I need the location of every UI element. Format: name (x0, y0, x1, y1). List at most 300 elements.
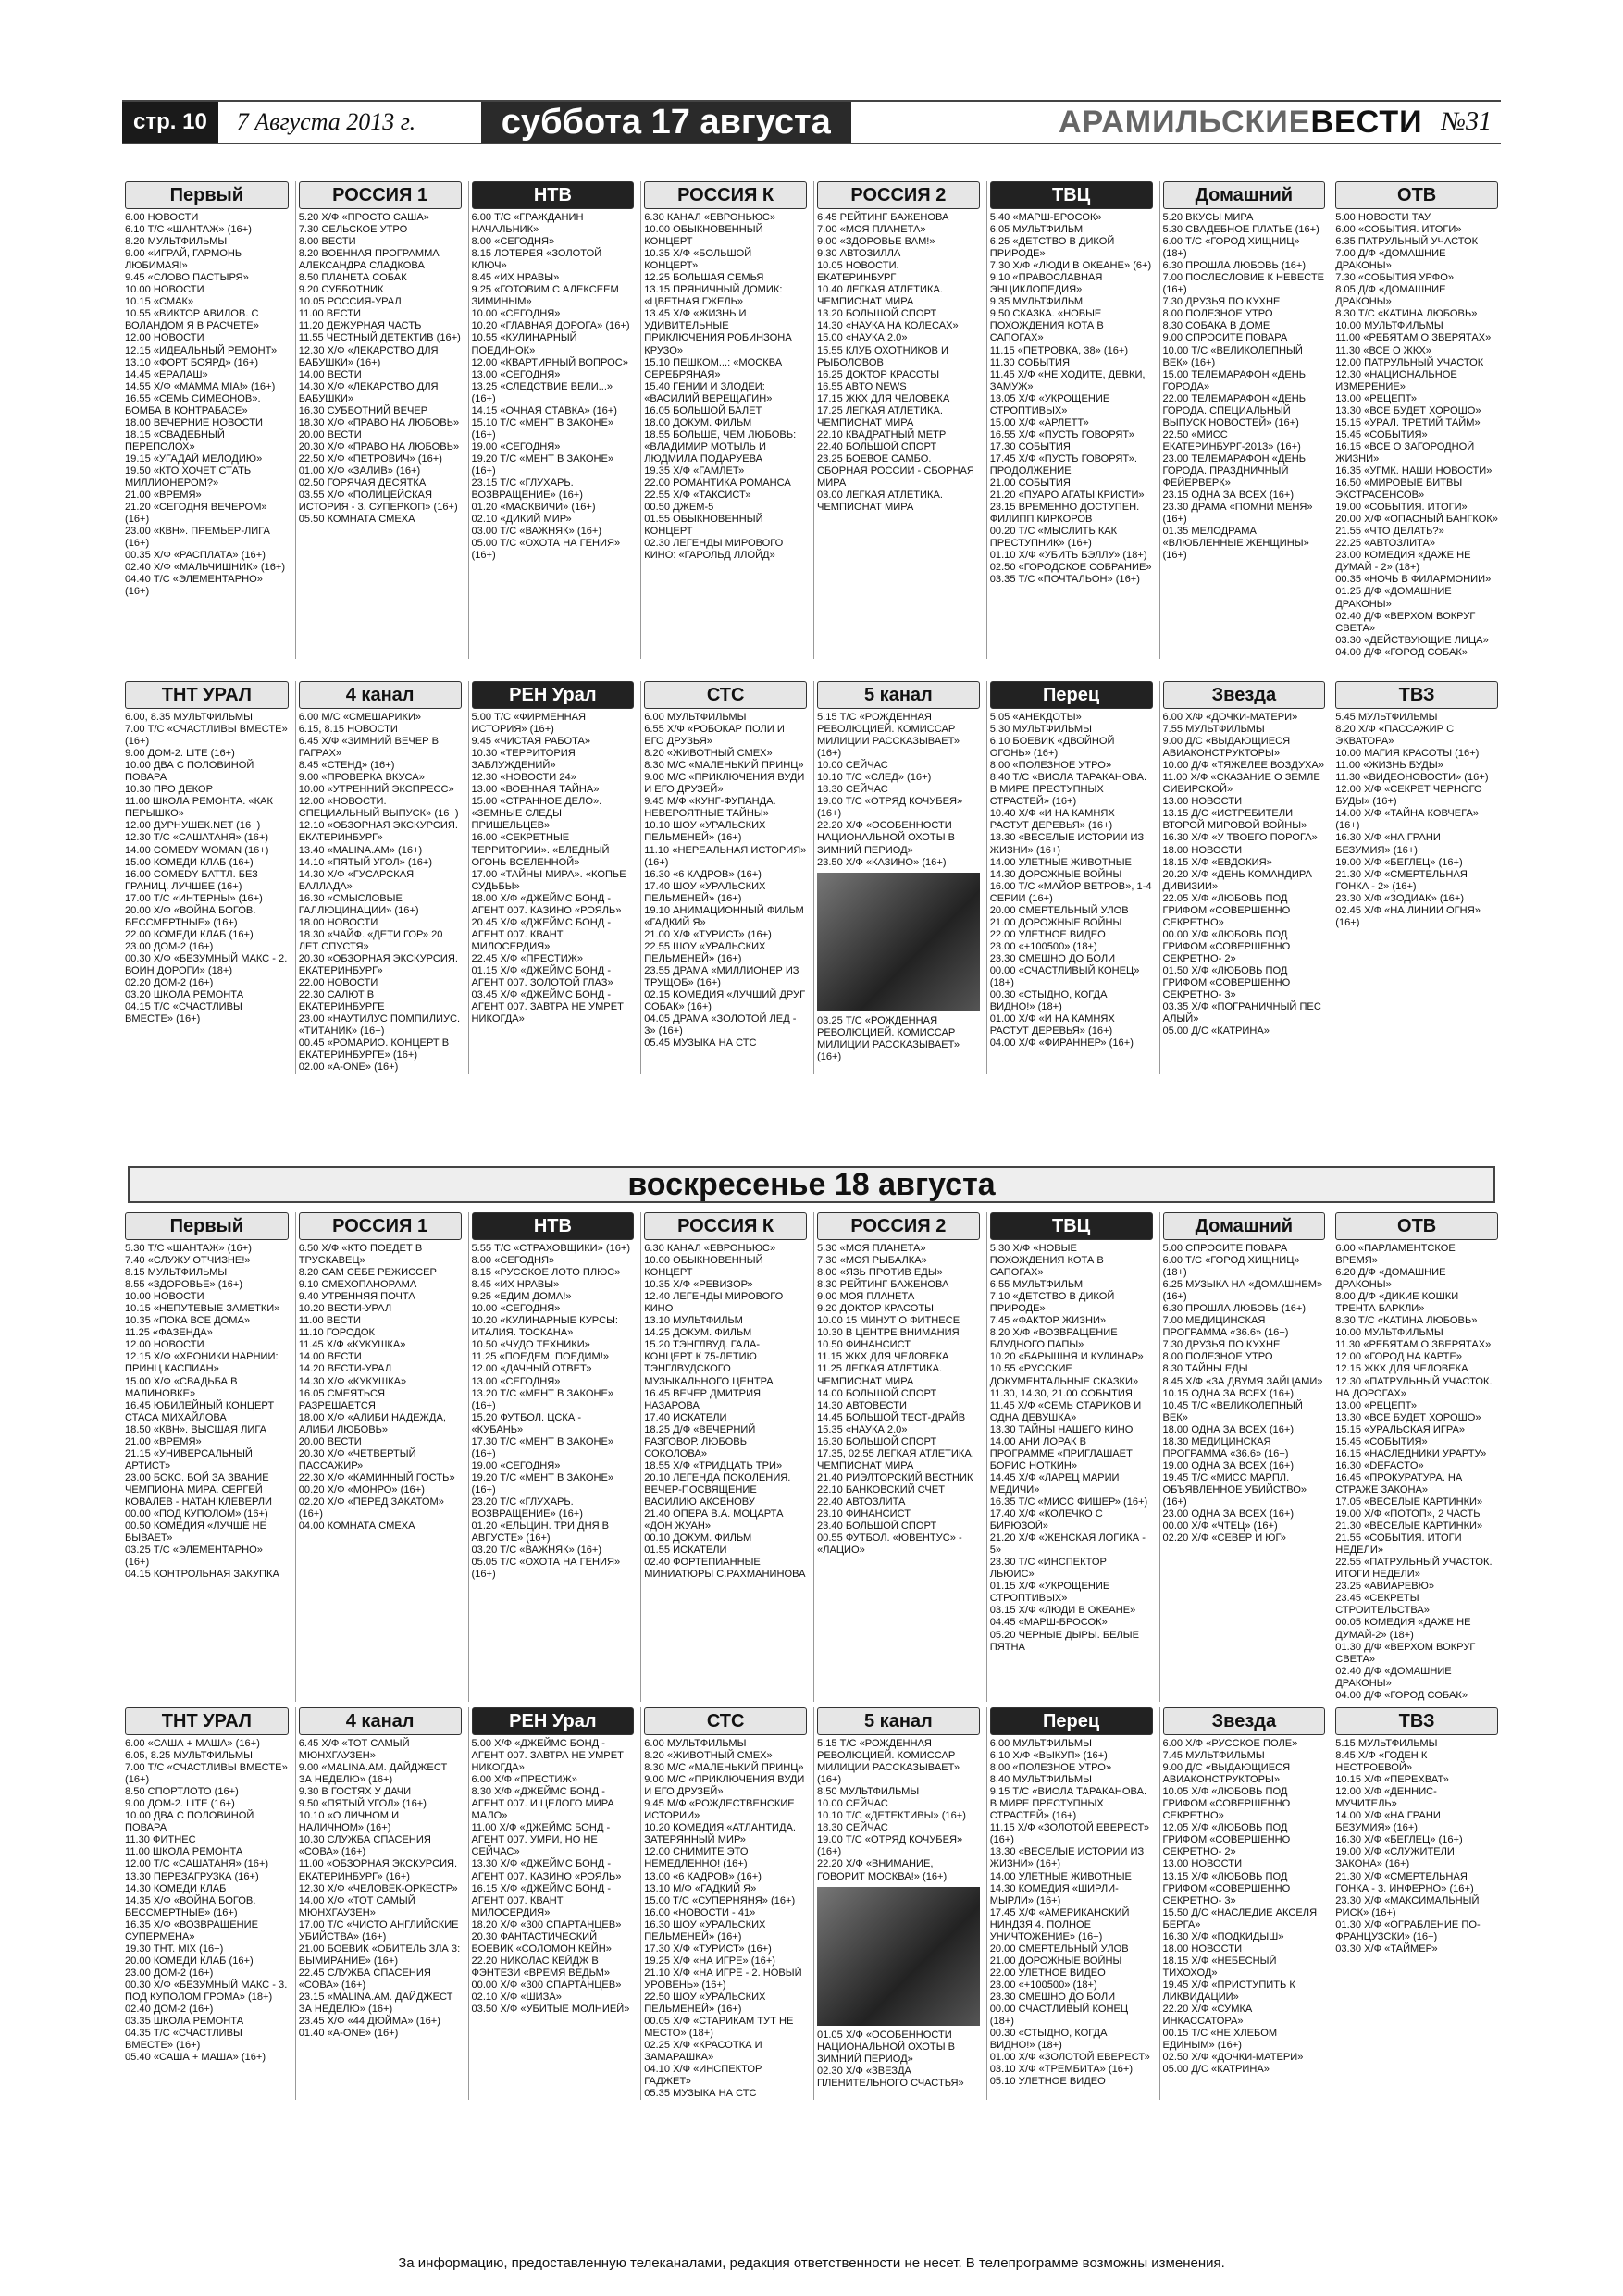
channel-column (813, 681, 983, 1074)
program-entry: 15.15 «УРАЛ. ТРЕТИЙ ТАЙМ» (1335, 416, 1481, 428)
program-entry: 22.05 Х/Ф «ЛЮБОВЬ ПОД ГРИФОМ «СОВЕРШЕННО СЕКРЕТНО» (1162, 892, 1291, 928)
program-list (299, 1243, 462, 1533)
program-list (990, 712, 1153, 1049)
program-entry: 19.00 Т/С «ОТРЯД КОЧУБЕЯ» (16+) (817, 1834, 963, 1858)
program-entry: 11.25 «ФАЗЕНДА» (125, 1327, 213, 1339)
program-entry: 10.30 «ТЕРРИТОРИЯ ЗАБЛУЖДЕНИЙ» (471, 748, 576, 772)
program-entry: 13.40 «MALINA.AM» (16+) (298, 844, 423, 856)
program-entry: 16.00 «НОВОСТИ - 41» (644, 1906, 756, 1918)
program-entry: 00.00 Х/Ф «ЛЮБОВЬ ПОД ГРИФОМ «СОВЕРШЕННО СЕКРЕТНО- 2» (1162, 928, 1291, 964)
program-entry: 01.20 «МАСКВИЧИ» (16+) (471, 502, 596, 514)
program-entry: 22.20 Х/Ф «СУМКА ИНКАССАТОРА» (1162, 2004, 1253, 2028)
program-entry: 16.00 «СЕКРЕТНЫЕ ТЕРРИТОРИИ». «БЛЕДНЫЙ ОГОНЬ ВСЕЛЕННОЙ» (471, 832, 610, 868)
program-entry: 8.50 МУЛЬТФИЛЬМЫ (817, 1786, 920, 1798)
program-entry: 22.00 УЛЕТНОЕ ВИДЕО (989, 928, 1106, 940)
program-entry: 10.40 ЛЕГКАЯ АТЛЕТИКА. ЧЕМПИОНАТ МИРА (817, 284, 943, 308)
sunday-schedule-bottom (122, 1707, 1501, 2100)
program-entry: 8.30 Т/С «КАТИНА ЛЮБОВЬ» (1335, 308, 1478, 320)
channel-column (295, 181, 465, 659)
program-entry: 21.10 Х/Ф «НА ИГРЕ - 2. НОВЫЙ УРОВЕНЬ» (16+) (644, 1967, 802, 1991)
program-entry: 01.20 «ЕЛЬЦИН. ТРИ ДНЯ В АВГУСТЕ» (16+) (471, 1520, 610, 1545)
program-entry: 15.35 «НАУКА 2.0» (817, 1423, 908, 1435)
program-entry: 18.15 Х/Ф «НЕБЕСНЫЙ ТИХОХОД» (1162, 1955, 1277, 1979)
program-entry: 9.00 Д/С «ВЫДАЮЩИЕСЯ АВИАКОНСТРУКТОРЫ» (1162, 1762, 1291, 1786)
program-entry: 18.55 БОЛЬШЕ, ЧЕМ ЛЮБОВЬ: «ВЛАДИМИР МОТЫЛЬ И ЛЮДМИЛА ПОДАРУЕВА (644, 428, 797, 465)
channel-column (295, 1707, 465, 2100)
program-entry: 17.00 Т/С «ЧИСТО АНГЛИЙСКИЕ УБИЙСТВА» (16+) (298, 1918, 459, 1942)
program-entry: 9.25 «ГОТОВИМ С АЛЕКСЕЕМ ЗИМИНЫМ» (471, 284, 619, 308)
program-entry: 15.55 КЛУБ ОХОТНИКОВ И РЫБОЛОВОВ (817, 344, 948, 368)
program-entry: 03.45 Х/Ф «ДЖЕЙМС БОНД - АГЕНТ 007. ЗАВТРА НЕ УМРЕТ НИКОГДА» (471, 989, 624, 1025)
program-entry: 10.00 НОВОСТИ (125, 284, 204, 296)
program-entry: 19.00 Х/Ф «БЕГЛЕЦ» (16+) (1335, 856, 1463, 868)
program-entry: 9.40 УТРЕННЯЯ ПОЧТА (298, 1291, 415, 1303)
program-entry: 7.30 ДРУЗЬЯ ПО КУХНЕ (1162, 1339, 1281, 1351)
program-entry: 6.25 «ДЕТСТВО В ДИКОЙ ПРИРОДЕ» (989, 236, 1115, 260)
program-entry: 16.00 COMEDY БАТТЛ. БЕЗ ГРАНИЦ. ЛУЧШЕЕ (16+) (125, 868, 258, 892)
program-entry: 11.25 ЛЕГКАЯ АТЛЕТИКА. ЧЕМПИОНАТ МИРА (817, 1363, 943, 1387)
program-entry: 8.05 Д/Ф «ДОМАШНИЕ ДРАКОНЫ» (1335, 284, 1446, 308)
program-entry: 17.40 ШОУ «УРАЛЬСКИХ ПЕЛЬМЕНЕЙ» (16+) (644, 880, 766, 904)
channel-logo: НТВ (472, 1212, 635, 1240)
program-entry: 10.00 МАГИЯ КРАСОТЫ (16+) (1335, 748, 1480, 760)
program-entry: 21.55 «СОБЫТИЯ. ИТОГИ НЕДЕЛИ» (1335, 1533, 1462, 1557)
program-entry: 6.55 Х/Ф «РОБОКАР ПОЛИ И ЕГО ДРУЗЬЯ» (644, 724, 785, 748)
channel-grid (122, 681, 1501, 1074)
program-entry: 20.30 «ОБЗОРНАЯ ЭКСКУРСИЯ. ЕКАТЕРИНБУРГ» (298, 952, 458, 976)
program-entry: 02.30 ЛЕГЕНДЫ МИРОВОГО КИНО: «ГАРОЛЬД ЛЛОЙД» (644, 538, 784, 562)
program-entry: 5.20 ВКУСЫ МИРА (1162, 212, 1254, 223)
program-entry: 16.30 «СМЫСЛОВЫЕ ГАЛЛЮЦИНАЦИИ» (16+) (298, 892, 419, 916)
program-entry: 19.20 Т/С «МЕНТ В ЗАКОНЕ» (16+) (471, 1471, 614, 1496)
program-entry: 12.30 «НОВОСТИ 24» (471, 772, 576, 784)
program-entry: 04.00 Д/Ф «ГОРОД СОБАК» (1335, 1689, 1468, 1701)
program-entry: 22.25 «АВТОЗЛИТА» (1335, 538, 1436, 550)
program-entry: 17.15 ЖКХ ДЛЯ ЧЕЛОВЕКА (817, 392, 950, 404)
channel-column (986, 1707, 1156, 2100)
program-entry: 03.50 Х/Ф «УБИТЫЕ МОЛНИЕЙ» (471, 2004, 630, 2016)
program-list (644, 1738, 807, 2100)
program-entry: 10.00 СЕЙЧАС (817, 760, 888, 772)
channel-column (468, 181, 638, 659)
program-entry: 9.00 «MALINA.AM. ДАЙДЖЕСТ ЗА НЕДЕЛЮ» (16+) (298, 1762, 448, 1786)
program-entry: 23.30 Х/Ф «ЗОДИАК» (16+) (1335, 892, 1465, 904)
program-entry: 10.00 МУЛЬТФИЛЬМЫ (1335, 320, 1443, 332)
program-entry: 14.30 Х/Ф «ЛЕКАРСТВО ДЛЯ БАБУШКИ» (298, 380, 439, 404)
program-entry: 6.10 Т/С «ШАНТАЖ» (16+) (125, 224, 252, 236)
program-list (644, 712, 807, 1049)
channel-column (1159, 181, 1329, 659)
program-entry: 18.00 НОВОСТИ (1162, 1942, 1243, 1955)
program-entry: 01.00 Х/Ф «И НА КАМНЯХ РАСТУТ ДЕРЕВЬЯ» (16+) (989, 1013, 1115, 1037)
program-entry: 12.00 «ДАЧНЫЙ ОТВЕТ» (471, 1363, 592, 1375)
channel-logo: 4 канал (299, 681, 462, 709)
program-entry: 11.00 «ОБЗОРНАЯ ЭКСКУРСИЯ. ЕКАТЕРИНБУРГ» (16+) (298, 1858, 458, 1882)
program-entry: 17.30 Т/С «МЕНТ В ЗАКОНЕ» (16+) (471, 1435, 614, 1459)
program-entry: 5.00 СПРОСИТЕ ПОВАРА (1162, 1243, 1288, 1254)
program-list (299, 212, 462, 526)
program-entry: 12.40 ЛЕГЕНДЫ МИРОВОГО КИНО (644, 1291, 784, 1315)
program-entry: 22.00 КОМЕДИ КЛАБ (16+) (125, 928, 254, 940)
program-entry: 19.10 АНИМАЦИОННЫЙ ФИЛЬМ «ГАДКИЙ Я» (644, 904, 804, 928)
program-entry: 02.10 Х/Ф «ШИЗА» (471, 1991, 562, 2003)
program-entry: 18.00 НОВОСТИ (1162, 844, 1243, 856)
program-entry: 02.25 Х/Ф «КРАСОТКА И ЗАМАРАШКА» (644, 2040, 762, 2064)
program-entry: 20.00 Х/Ф «ОПАСНЫЙ БАНГКОК» (1335, 514, 1498, 526)
channel-column (986, 181, 1156, 659)
program-entry: 11.45 Х/Ф «КУКУШКА» (298, 1339, 406, 1351)
program-entry: 5.00 НОВОСТИ ТАУ (1335, 212, 1431, 223)
program-entry: 21.30 «ВЕСЕЛЫЕ КАРТИНКИ» (1335, 1520, 1483, 1533)
program-entry: 11.00 Х/Ф «ДЖЕЙМС БОНД - АГЕНТ 007. УМРИ, НО НЕ СЕЙЧАС» (471, 1822, 611, 1858)
program-entry: 02.20 ДОМ-2 (16+) (125, 977, 214, 989)
program-list (1335, 1243, 1498, 1702)
program-entry: 00.35 «НОЧЬ В ФИЛАРМОНИИ» (1335, 574, 1492, 586)
program-entry: 9.45 «ЧИСТАЯ РАБОТА» (471, 736, 591, 748)
channel-column (468, 1707, 638, 2100)
program-entry: 00.30 «СТЫДНО, КОГДА ВИДНО!» (18+) (989, 989, 1108, 1013)
channel-logo: 5 канал (817, 681, 980, 709)
program-entry: 15.45 «СОБЫТИЯ» (1335, 428, 1428, 441)
program-entry: 21.00 БОЕВИК «ОБИТЕЛЬ ЗЛА 3: ВЫМИРАНИЕ» (16+) (298, 1942, 461, 1967)
channel-logo: РОССИЯ К (644, 181, 807, 209)
program-entry: 05.00 Д/С «КАТРИНА» (1162, 2064, 1270, 2076)
program-entry: 17.40 Х/Ф «КОЛЕЧКО С БИРЮЗОЙ» (989, 1508, 1103, 1533)
program-entry: 12.15 Х/Ф «ХРОНИКИ НАРНИИ: ПРИНЦ КАСПИАН» (125, 1351, 279, 1375)
program-entry: 23.00 «НАУТИЛУС ПОМПИЛИУС. «ТИТАНИК» (16+) (298, 1013, 461, 1037)
program-entry: 8.45 Х/Ф «ГОДЕН К НЕСТРОЕВОЙ» (1335, 1750, 1428, 1774)
program-entry: 02.30 Х/Ф «ЗВЕЗДА ПЛЕНИТЕЛЬНОГО СЧАСТЬЯ» (817, 2065, 964, 2089)
program-entry: 14.00 УЛЕТНЫЕ ЖИВОТНЫЕ (989, 1870, 1132, 1882)
program-entry: 15.10 Т/С «МЕНТ В ЗАКОНЕ» (16+) (471, 416, 614, 441)
program-entry: 17.30 СОБЫТИЯ (989, 441, 1071, 453)
program-entry: 8.30 М/С «МАЛЕНЬКИЙ ПРИНЦ» (644, 1762, 804, 1774)
program-entry: 01.15 Х/Ф «ДЖЕЙМС БОНД - АГЕНТ 007. ЗОЛОТОЙ ГЛАЗ» (471, 964, 613, 989)
program-entry: 10.00 Т/С «ВЕЛИКОЛЕПНЫЙ ВЕК» (16+) (1162, 344, 1303, 368)
program-entry: 20.45 Х/Ф «ДЖЕЙМС БОНД - АГЕНТ 007. КВАНТ МИЛОСЕРДИЯ» (471, 916, 612, 952)
channel-logo: ТВЗ (1335, 1707, 1498, 1735)
footer-note: За информацию, предоставленную телеканалами, редакция ответственности не несет. В телепрограмме возможны изменения. (398, 2255, 1225, 2271)
program-entry: 6.00 Х/Ф «ДОЧКИ-МАТЕРИ» (1162, 712, 1298, 723)
program-entry: 9.45 «СЛОВО ПАСТЫРЯ» (125, 272, 249, 284)
channel-logo: СТС (644, 681, 807, 709)
program-entry: 21.30 Х/Ф «СМЕРТЕЛЬНАЯ ГОНКА - 2» (16+) (1335, 868, 1468, 892)
program-entry: 15.00 «НАУКА 2.0» (817, 332, 908, 344)
program-entry: 19.25 Х/Ф «НА ИГРЕ» (16+) (644, 1955, 775, 1967)
program-entry: 23.00 ТЕЛЕМАРАФОН «ДЕНЬ ГОРОДА. ПРАЗДНИЧНЫЙ ФЕЙЕРВЕРК» (1162, 453, 1307, 490)
channel-column (1159, 1707, 1329, 2100)
program-entry: 03.35 Х/Ф «ПОГРАНИЧНЫЙ ПЕС АЛЫЙ» (1162, 1001, 1321, 1025)
program-entry: 22.50 Х/Ф «ПЕТРОВИЧ» (16+) (298, 453, 442, 465)
channel-logo: 5 канал (817, 1707, 980, 1735)
program-entry: 16.45 ВЕЧЕР ДМИТРИЯ НАЗАРОВА (644, 1387, 762, 1411)
program-entry: 10.00 «УТРЕННИЙ ЭКСПРЕСС» (298, 784, 454, 796)
page-header (122, 100, 1501, 144)
program-entry: 22.10 БАНКОВСКИЙ СЧЕТ (817, 1483, 946, 1496)
program-entry: 23.00 «+100500» (18+) (989, 940, 1097, 952)
program-entry: 17.35, 02.55 ЛЕГКАЯ АТЛЕТИКА. ЧЕМПИОНАТ МИРА (817, 1447, 974, 1471)
program-entry: 8.40 МУЛЬТФИЛЬМЫ (989, 1774, 1092, 1786)
program-entry: 04.45 «МАРШ-БРОСОК» (989, 1617, 1108, 1629)
program-entry: 03.00 ЛЕГКАЯ АТЛЕТИКА. ЧЕМПИОНАТ МИРА (817, 490, 943, 514)
program-entry: 22.50 ШОУ «УРАЛЬСКИХ ПЕЛЬМЕНЕЙ» (16+) (644, 1991, 766, 2016)
program-entry: 14.30 КОМЕДИ КЛАБ (125, 1882, 227, 1894)
program-entry: 03.55 Х/Ф «ПОЛИЦЕЙСКАЯ ИСТОРИЯ - 3. СУПЕРКОП» (16+) (298, 490, 458, 514)
program-entry: 9.15 Т/С «ВИОЛА ТАРАКАНОВА. В МИРЕ ПРЕСТУПНЫХ СТРАСТЕЙ» (16+) (989, 1786, 1147, 1822)
program-entry: 04.00 Д/Ф «ГОРОД СОБАК» (1335, 646, 1468, 658)
program-entry: 10.05 Х/Ф «ЛЮБОВЬ ПОД ГРИФОМ «СОВЕРШЕННО СЕКРЕТНО» (1162, 1786, 1291, 1822)
program-entry: 05.20 ЧЕРНЫЕ ДЫРЫ. БЕЛЫЕ ПЯТНА (989, 1629, 1139, 1653)
program-entry: 5.00 Х/Ф «ДЖЕЙМС БОНД - АГЕНТ 007. ЗАВТРА НЕ УМРЕТ НИКОГДА» (471, 1738, 624, 1774)
program-entry: 19.00 «СОБЫТИЯ. ИТОГИ» (1335, 502, 1468, 514)
program-entry: 7.45 МУЛЬТФИЛЬМЫ (1162, 1750, 1265, 1762)
program-entry: 01.00 Х/Ф «ЗОЛОТОЙ ЕВЕРЕСТ» (989, 2052, 1150, 2064)
program-entry: 14.45 БОЛЬШОЙ ТЕСТ-ДРАЙВ (817, 1411, 966, 1423)
program-entry: 6.20 Д/Ф «ДОМАШНИЕ ДРАКОНЫ» (1335, 1267, 1446, 1291)
program-entry: 23.45 Х/Ф «44 ДЮЙМА» (16+) (298, 2016, 440, 2028)
channel-logo: ОТВ (1335, 1212, 1498, 1240)
channel-column (295, 681, 465, 1074)
program-entry: 02.40 ДОМ-2 (16+) (125, 2004, 214, 2016)
program-entry: 22.45 Х/Ф «ПРЕСТИЖ» (471, 952, 584, 964)
program-entry: 8.45 «СТЕНД» (16+) (298, 760, 395, 772)
program-entry: 04.15 КОНТРОЛЬНАЯ ЗАКУПКА (125, 1569, 279, 1581)
program-entry: 20.00 СМЕРТЕЛЬНЫЙ УЛОВ (989, 1942, 1129, 1955)
channel-column (640, 681, 810, 1074)
program-entry: 14.00 COMEDY WOMAN (16+) (125, 844, 269, 856)
program-entry: 8.30 Х/Ф «ДЖЕЙМС БОНД - АГЕНТ 007. И ЦЕЛОГО МИРА МАЛО» (471, 1786, 614, 1822)
program-list (644, 1243, 807, 1581)
program-entry: 18.00 ДОКУМ. ФИЛЬМ (644, 416, 752, 428)
program-entry: 13.10 М/Ф «ГАДКИЙ Я» (644, 1882, 757, 1894)
program-entry: 13.00 «ВОЕННАЯ ТАЙНА» (471, 784, 600, 796)
program-entry: 6.00 МУЛЬТФИЛЬМЫ (989, 1738, 1092, 1749)
program-entry: 19.00 Т/С «ОТРЯД КОЧУБЕЯ» (16+) (817, 796, 963, 820)
program-entry: 9.00 ДОМ-2. LITE (16+) (125, 748, 235, 760)
program-entry: 7.30 «МОЯ РЫБАЛКА» (817, 1255, 927, 1267)
program-entry: 14.30 Х/Ф «КУКУШКА» (298, 1375, 407, 1387)
program-entry: 6.10 Х/Ф «ВЫКУП» (16+) (989, 1750, 1108, 1762)
program-entry: 11.20 ДЕЖУРНАЯ ЧАСТЬ (298, 320, 422, 332)
program-entry: 13.30 «ВСЕ БУДЕТ ХОРОШО» (1335, 1411, 1481, 1423)
program-entry: 01.00 Х/Ф «ЗАЛИВ» (16+) (298, 465, 421, 477)
program-entry: 8.20 МУЛЬТФИЛЬМЫ (125, 236, 228, 248)
program-entry: 22.55 Х/Ф «ТАКСИСТ» (644, 490, 751, 502)
program-entry: 23.00 КОМЕДИЯ «ДАЖЕ НЕ ДУМАЙ - 2» (18+) (1335, 550, 1471, 574)
program-entry: 20.30 Х/Ф «ПРАВО НА ЛЮБОВЬ» (298, 441, 460, 453)
program-list (472, 712, 635, 1025)
program-entry: 02.40 ФОРТЕПИАННЫЕ МИНИАТЮРЫ С.РАХМАНИНОВА (644, 1557, 806, 1581)
program-entry: 5.30 «МОЯ ПЛАНЕТА» (817, 1243, 926, 1254)
program-entry: 04.00 КОМНАТА СМЕХА (298, 1520, 415, 1533)
program-entry: 22.55 ШОУ «УРАЛЬСКИХ ПЕЛЬМЕНЕЙ» (16+) (644, 940, 766, 964)
program-entry: 17.30 Х/Ф «ТУРИСТ» (16+) (644, 1942, 772, 1955)
program-entry: 12.30 «ПАТРУЛЬНЫЙ УЧАСТОК. НА ДОРОГАХ» (1335, 1375, 1493, 1399)
program-entry: 10.15 «СМАК» (125, 296, 194, 308)
program-entry: 00.00 СЧАСТЛИВЫЙ КОНЕЦ (18+) (989, 2004, 1129, 2028)
program-entry: 16.25 ДОКТОР КРАСОТЫ (817, 368, 940, 380)
program-entry: 14.15 «ОЧНАЯ СТАВКА» (16+) (471, 404, 617, 416)
program-entry: 23.00 ОДНА ЗА ВСЕХ (16+) (1162, 1508, 1295, 1520)
program-entry: 9.00 «ИГРАЙ, ГАРМОНЬ ЛЮБИМАЯ!» (125, 248, 242, 272)
program-entry: 10.35 «ПОКА ВСЕ ДОМА» (125, 1315, 251, 1327)
promo-photo (817, 873, 980, 1011)
program-entry: 23.55 ДРАМА «МИЛЛИОНЕР ИЗ ТРУЩОБ» (16+) (644, 964, 799, 989)
program-entry: 18.55 Х/Ф «ТРИДЦАТЬ ТРИ» (644, 1459, 783, 1471)
program-entry: 12.00 ДУРНУШЕК.NET (16+) (125, 820, 261, 832)
program-entry: 11.25 «ПОЕДЕМ, ПОЕДИМ!» (471, 1351, 609, 1363)
program-entry: 04.15 Т/С «СЧАСТЛИВЫ ВМЕСТЕ» (16+) (125, 1001, 242, 1025)
program-entry: 15.00 «СТРАННОЕ ДЕЛО». «ЗЕМНЫЕ СЛЕДЫ ПРИШЕЛЬЦЕВ» (471, 796, 602, 832)
channel-column (813, 1212, 983, 1702)
program-entry: 14.00 Х/Ф «ТАЙНА КОВЧЕГА» (16+) (1335, 808, 1480, 832)
program-entry: 9.00 СПРОСИТЕ ПОВАРА (1162, 332, 1288, 344)
program-entry: 02.40 Х/Ф «МАЛЬЧИШНИК» (16+) (125, 562, 286, 574)
program-entry: 04.05 ДРАМА «ЗОЛОТОЙ ЛЕД - 3» (16+) (644, 1013, 797, 1037)
program-entry: 16.45 «ПРОКУРАТУРА. НА СТРАЖЕ ЗАКОНА» (1335, 1471, 1463, 1496)
program-entry: 15.00 Т/С «СУПЕРНЯНЯ» (16+) (644, 1894, 796, 1906)
program-entry: 02.20 Х/Ф «ПЕРЕД ЗАКАТОМ» (16+) (298, 1496, 444, 1520)
program-list (1163, 712, 1326, 1037)
program-entry: 5.05 «АНЕКДОТЫ» (989, 712, 1082, 723)
program-entry: 8.15 «РУССКОЕ ЛОТО ПЛЮС» (471, 1267, 621, 1279)
program-entry: 5.40 «МАРШ-БРОСОК» (989, 212, 1102, 223)
channel-grid (122, 181, 1501, 659)
program-entry: 03.35 Т/С «ПОЧТАЛЬОН» (16+) (989, 574, 1140, 586)
program-entry: 8.20 Х/Ф «ПАССАЖИР С ЭКВАТОРА» (1335, 724, 1455, 748)
program-entry: 9.45 М/Ф «КУНГ-ФУПАНДА. НЕВЕРОЯТНЫЕ ТАЙНЫ» (644, 796, 776, 820)
program-entry: 12.00 «НОВОСТИ. СПЕЦИАЛЬНЫЙ ВЫПУСК» (16+) (298, 796, 459, 820)
program-entry: 14.00 БОЛЬШОЙ СПОРТ (817, 1387, 937, 1399)
program-entry: 11.00 «РЕБЯТАМ О ЗВЕРЯТАХ» (1335, 332, 1492, 344)
program-entry: 5.20 Х/Ф «ПРОСТО САША» (298, 212, 429, 223)
program-entry: 16.15 «ВСЕ О ЗАГОРОДНОЙ ЖИЗНИ» (1335, 441, 1475, 465)
program-entry: 01.30 Х/Ф «ОГРАБЛЕНИЕ ПО-ФРАНЦУЗСКИ» (16+) (1335, 1918, 1481, 1942)
program-entry: 6.00 Х/Ф «ПРЕСТИЖ» (471, 1774, 577, 1786)
program-entry: 05.50 КОМНАТА СМЕХА (298, 514, 415, 526)
channel-column (122, 181, 291, 659)
program-list (125, 1738, 289, 2064)
program-entry: 6.00 НОВОСТИ (125, 212, 199, 223)
program-entry: 6.45 Х/Ф «ЗИМНИЙ ВЕЧЕР В ГАГРАХ» (298, 736, 440, 760)
program-entry: 13.10 «ФОРТ БОЯРД» (16+) (125, 356, 259, 368)
program-entry: 5.30 Х/Ф «НОВЫЕ ПОХОЖДЕНИЯ КОТА В САПОГАХ» (989, 1243, 1104, 1279)
channel-logo: ТВЦ (990, 1212, 1153, 1240)
program-entry: 16.30 Х/Ф «ПОДКИДЫШ» (1162, 1930, 1284, 1942)
program-entry: 00.00 «СЧАСТЛИВЫЙ КОНЕЦ» (18+) (989, 964, 1140, 989)
program-entry: 00.00 Х/Ф «300 СПАРТАНЦЕВ» (471, 1979, 622, 1991)
program-entry: 23.40 БОЛЬШОЙ СПОРТ (817, 1520, 937, 1533)
program-entry: 16.35 Х/Ф «ВОЗВРАЩЕНИЕ СУПЕРМЕНА» (125, 1918, 259, 1942)
channel-logo: 4 канал (299, 1707, 462, 1735)
program-entry: 14.30 ДОРОЖНЫЕ ВОЙНЫ (989, 868, 1122, 880)
program-entry: 14.45 Х/Ф «ЛАРЕЦ МАРИИ МЕДИЧИ» (989, 1471, 1120, 1496)
program-entry: 7.00 Д/Ф «ДОМАШНИЕ ДРАКОНЫ» (1335, 248, 1446, 272)
program-entry: 12.00 Х/Ф «СЕКРЕТ ЧЕРНОГО БУДЫ» (16+) (1335, 784, 1482, 808)
program-entry: 14.30 «НАУКА НА КОЛЕСАХ» (817, 320, 959, 332)
channel-logo: ТНТ УРАЛ (125, 1707, 289, 1735)
program-entry: 13.30 «ВЕСЕЛЫЕ ИСТОРИИ ИЗ ЖИЗНИ» (16+) (989, 832, 1145, 856)
program-entry: 20.30 Х/Ф «ЧЕТВЕРТЫЙ ПАССАЖИР» (298, 1447, 416, 1471)
program-entry: 20.00 КОМЕДИ КЛАБ (16+) (125, 1955, 254, 1967)
program-entry: 13.20 Т/С «МЕНТ В ЗАКОНЕ» (16+) (471, 1387, 614, 1411)
program-entry: 16.30 ШОУ «УРАЛЬСКИХ ПЕЛЬМЕНЕЙ» (16+) (644, 1918, 766, 1942)
program-entry: 16.05 БОЛЬШОЙ БАЛЕТ (644, 404, 762, 416)
program-entry: 13.15 Х/Ф «ЛЮБОВЬ ПОД ГРИФОМ «СОВЕРШЕННО СЕКРЕТНО- 3» (1162, 1870, 1291, 1906)
program-entry: 02.15 КОМЕДИЯ «ЛУЧШИЙ ДРУГ СОБАК» (16+) (644, 989, 806, 1013)
program-entry: 17.40 ИСКАТЕЛИ (644, 1411, 727, 1423)
program-entry: 18.50 «КВН». ВЫСШАЯ ЛИГА (125, 1423, 267, 1435)
channel-column (122, 681, 291, 1074)
program-entry: 14.00 ВЕСТИ (298, 1351, 362, 1363)
program-entry: 8.00 ПОЛЕЗНОЕ УТРО (1162, 308, 1273, 320)
program-entry: 13.00 «СЕГОДНЯ» (471, 368, 561, 380)
program-entry: 8.00 ВЕСТИ (298, 236, 356, 248)
program-entry: 00.10 ДОКУМ. ФИЛЬМ (644, 1533, 752, 1545)
program-entry: 8.30 Т/С «КАТИНА ЛЮБОВЬ» (1335, 1315, 1478, 1327)
program-entry: 10.40 Х/Ф «И НА КАМНЯХ РАСТУТ ДЕРЕВЬЯ» (16+) (989, 808, 1115, 832)
program-entry: 19.45 Т/С «МИСС МАРПЛ. ОБЪЯВЛЕННОЕ УБИЙСТВО» (16+) (1162, 1471, 1307, 1508)
program-entry: 01.55 ОБЫКНОВЕННЫЙ КОНЦЕРТ (644, 514, 763, 538)
program-entry: 5.55 Т/С «СТРАХОВЩИКИ» (16+) (471, 1243, 631, 1254)
page-number: стр. 10 (122, 102, 218, 143)
program-entry: 9.45 М/Ф «РОЖДЕСТВЕНСКИЕ ИСТОРИИ» (644, 1798, 795, 1822)
program-entry: 10.15 ОДНА ЗА ВСЕХ (16+) (1162, 1387, 1295, 1399)
channel-logo: Первый (125, 181, 289, 209)
program-entry: 11.30 ФИТНЕС (125, 1834, 196, 1846)
channel-column (122, 1212, 291, 1702)
program-entry: 11.15 Х/Ф «ЗОЛОТОЙ ЕВЕРЕСТ» (16+) (989, 1822, 1149, 1846)
program-entry: 10.00 «СЕГОДНЯ» (471, 308, 561, 320)
program-entry: 02.00 «А-ONE» (16+) (298, 1061, 399, 1074)
program-entry: 02.40 Д/Ф «ВЕРХОМ ВОКРУГ СВЕТА» (1335, 610, 1476, 634)
program-entry: 12.00 Х/Ф «ДЕННИС-МУЧИТЕЛЬ» (1335, 1786, 1437, 1810)
program-entry: 9.30 АВТОЗИЛЛА (817, 248, 901, 260)
program-entry: 17.00 Т/С «ИНТЕРНЫ» (16+) (125, 892, 263, 904)
program-entry: 22.50 «МИСС ЕКАТЕРИНБУРГ-2013» (16+) (1162, 428, 1301, 453)
program-entry: 19.00 Х/Ф «ПОТОП», 2 ЧАСТЬ (1335, 1508, 1481, 1520)
program-entry: 11.00 ВЕСТИ (298, 308, 361, 320)
program-entry: 6.00 Т/С «ГОРОД ХИЩНИЦ» (18+) (1162, 1255, 1300, 1279)
program-entry: 21.20 Х/Ф «ЖЕНСКАЯ ЛОГИКА - 5» (989, 1533, 1146, 1557)
program-entry: 18.15 «СВАДЕБНЫЙ ПЕРЕПОЛОХ» (125, 428, 225, 453)
program-entry: 19.00 «СЕГОДНЯ» (471, 1459, 561, 1471)
program-entry: 18.15 Х/Ф «ЕВДОКИЯ» (1162, 856, 1272, 868)
channel-column (122, 1707, 291, 2100)
program-entry: 7.30 Х/Ф «ЛЮДИ В ОКЕАНЕ» (6+) (989, 260, 1152, 272)
program-entry: 01.10 Х/Ф «УБИТЬ БЭЛЛУ» (18+) (989, 550, 1147, 562)
program-entry: 15.00 Х/Ф «АРЛЕТТ» (989, 416, 1089, 428)
program-entry: 12.00 Т/С «САШАТАНЯ» (16+) (125, 1858, 269, 1870)
program-entry: 11.15 ЖКХ ДЛЯ ЧЕЛОВЕКА (817, 1351, 949, 1363)
program-entry: 01.50 Х/Ф «ЛЮБОВЬ ПОД ГРИФОМ «СОВЕРШЕННО СЕКРЕТНО- 3» (1162, 964, 1291, 1001)
day-banner-sunday: воскресенье 18 августа (128, 1166, 1495, 1203)
channel-logo: ТНТ УРАЛ (125, 681, 289, 709)
program-entry: 18.25 Д/Ф «ВЕЧЕРНИЙ РАЗГОВОР. ЛЮБОВЬ СОКОЛОВА» (644, 1423, 756, 1459)
program-entry: 14.20 ВЕСТИ-УРАЛ (298, 1363, 392, 1375)
program-entry: 7.40 «СЛУЖУ ОТЧИЗНЕ!» (125, 1255, 251, 1267)
program-entry: 9.00 ДОМ-2. LITE (16+) (125, 1798, 235, 1810)
program-entry: 23.15 ВРЕМЕННО ДОСТУПЕН. ФИЛИПП КИРКОРОВ (989, 502, 1140, 526)
program-entry: 11.30 «ВСЕ О ЖКХ» (1335, 344, 1431, 356)
program-entry: 03.30 «ДЕЙСТВУЮЩИЕ ЛИЦА» (1335, 634, 1489, 646)
program-entry: 14.30 Х/Ф «ГУСАРСКАЯ БАЛЛАДА» (298, 868, 415, 892)
program-entry: 13.05 Х/Ф «УКРОЩЕНИЕ СТРОПТИВЫХ» (989, 392, 1110, 416)
program-list (299, 1738, 462, 2040)
program-entry: 00.00 «ПОД КУПОЛОМ» (16+) (125, 1508, 268, 1520)
program-entry: 22.40 АВТОЗЛИТА (817, 1496, 906, 1508)
program-list (990, 212, 1153, 586)
